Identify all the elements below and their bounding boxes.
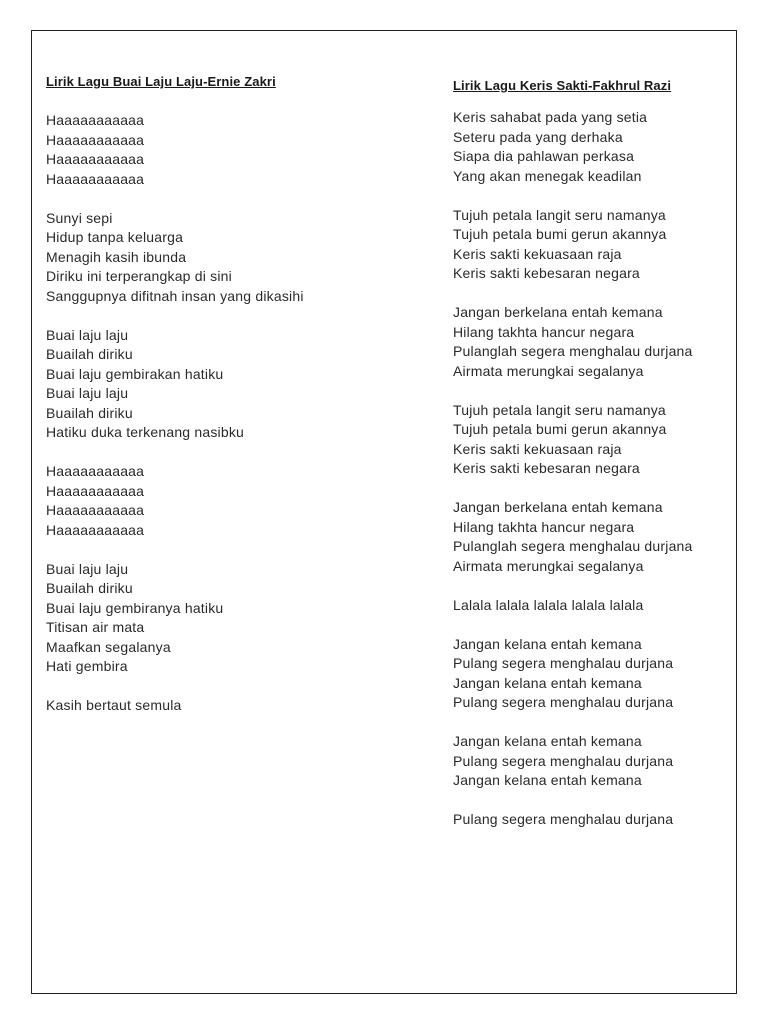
left-song-title: Lirik Lagu Buai Laju Laju-Ernie Zakri [46,74,276,89]
lyric-line: Pulang segera menghalau durjana [453,655,674,672]
right-song-title: Lirik Lagu Keris Sakti-Fakhrul Razi [453,78,672,93]
stanza [46,326,304,443]
lyric-line: Diriku ini terperangkap di sini [46,268,232,285]
lyric-line: Tujuh petala bumi gerun akannya [453,226,667,243]
lyric-line: Haaaaaaaaaaa [46,463,145,480]
lyric-line: Menagih kasih ibunda [46,248,187,265]
lyric-line: Hidup tanpa keluarga [46,229,184,246]
lyric-line: Buai laju gembirakan hatiku [46,365,224,382]
lyric-line: Lalala lalala lalala lalala lalala [453,596,644,613]
lyric-line: Buailah diriku [46,346,133,363]
lyric-line: Tujuh petala bumi gerun akannya [453,421,667,438]
lyric-line: Titisan air mata [46,619,145,636]
lyric-line: Yang akan menegak keadilan [453,167,642,184]
lyric-line: Haaaaaaaaaaa [46,170,145,187]
stanza [46,696,304,716]
lyric-line: Pulanglah segera menghalau durjana [453,343,693,360]
stanza [46,462,304,540]
stanza [46,111,304,189]
left-column-stanzas [46,111,304,716]
lyric-line: Haaaaaaaaaaa [46,131,145,148]
lyric-line: Pulanglah segera menghalau durjana [453,538,693,555]
stanza [453,596,693,616]
stanza [453,401,693,479]
stanza [453,732,693,791]
lyric-line: Jangan kelana entah kemana [453,674,642,691]
lyric-line: Kasih bertaut semula [46,697,182,714]
lyric-line: Buai laju laju [46,385,129,402]
lyric-line: Haaaaaaaaaaa [46,521,145,538]
lyric-line: Keris sakti kekuasaan raja [453,440,622,457]
lyric-line: Airmata merungkai segalanya [453,362,644,379]
stanza [453,810,693,830]
lyric-line: Hati gembira [46,658,128,675]
right-column-stanzas [453,108,693,830]
lyric-line: Keris sakti kekuasaan raja [453,245,622,262]
lyric-line: Hilang takhta hancur negara [453,518,635,535]
lyric-line: Tujuh petala langit seru namanya [453,206,666,223]
lyric-line: Haaaaaaaaaaa [46,112,145,129]
left-column [46,72,304,716]
lyric-line: Keris sahabat pada yang setia [453,109,648,126]
lyric-line: Sunyi sepi [46,209,113,226]
stanza [46,560,304,677]
stanza [453,206,693,284]
lyric-line: Jangan berkelana entah kemana [453,499,663,516]
lyric-line: Sanggupnya difitnah insan yang dikasihi [46,287,304,304]
lyric-line: Maafkan segalanya [46,638,171,655]
lyric-line: Buailah diriku [46,580,133,597]
lyric-line: Haaaaaaaaaaa [46,502,145,519]
lyric-line: Jangan kelana entah kemana [453,772,642,789]
lyric-line: Jangan kelana entah kemana [453,635,642,652]
lyric-line: Hilang takhta hancur negara [453,323,635,340]
lyric-line: Tujuh petala langit seru namanya [453,401,666,418]
stanza [453,108,693,186]
stanza [453,635,693,713]
lyric-line: Siapa dia pahlawan perkasa [453,148,635,165]
lyric-line: Jangan kelana entah kemana [453,733,642,750]
stanza [46,209,304,307]
lyric-line: Keris sakti kebesaran negara [453,460,640,477]
lyric-line: Pulang segera menghalau durjana [453,752,674,769]
lyric-line: Hatiku duka terkenang nasibku [46,424,245,441]
lyric-line: Buailah diriku [46,404,133,421]
lyric-line: Jangan berkelana entah kemana [453,304,663,321]
lyric-line: Seteru pada yang derhaka [453,128,623,145]
lyric-line: Buai laju gembiranya hatiku [46,599,224,616]
lyric-line: Keris sakti kebesaran negara [453,265,640,282]
lyric-line: Buai laju laju [46,560,129,577]
stanza [453,303,693,381]
stanza [453,498,693,576]
lyric-line: Haaaaaaaaaaa [46,482,145,499]
lyric-line: Buai laju laju [46,326,129,343]
right-column [453,76,693,830]
lyric-line: Airmata merungkai segalanya [453,557,644,574]
lyric-line: Pulang segera menghalau durjana [453,811,674,828]
lyric-line: Haaaaaaaaaaa [46,151,145,168]
lyric-line: Pulang segera menghalau durjana [453,694,674,711]
